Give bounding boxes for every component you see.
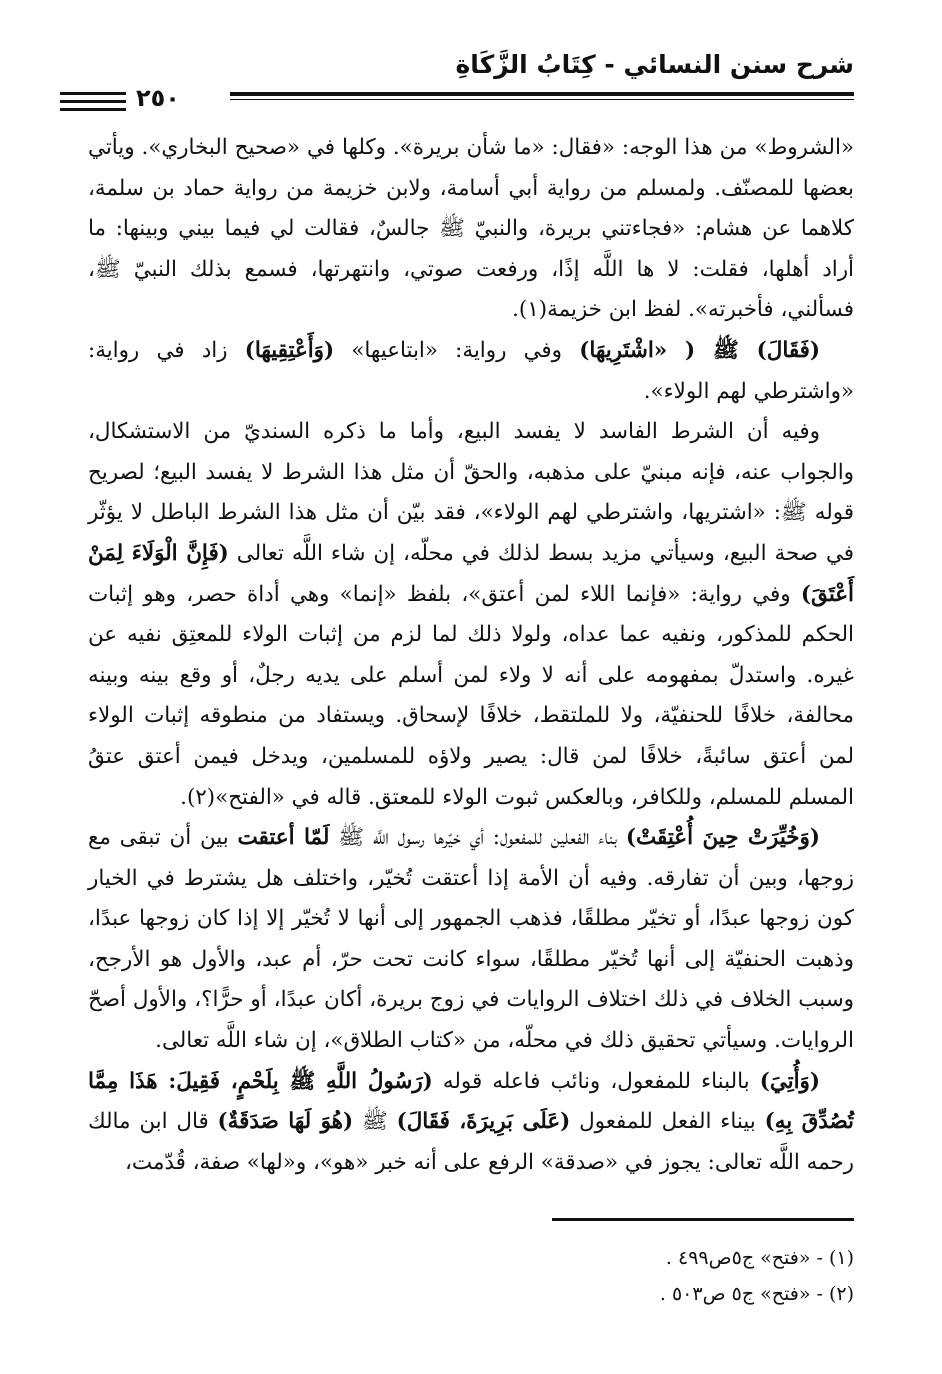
commentary-text: قال ابن مالك رحمه اللَّه تعالى: يجوز في «صدقة» الرفع على أنه خبر «هو»، و«لها» صفة، قُدّمت،: [88, 1109, 854, 1175]
footnotes: [88, 1240, 854, 1312]
footnote-separator: [552, 1218, 854, 1221]
quoted-phrase: (هُوَ لَهَا صَدَقَةٌ): [217, 1109, 354, 1135]
commentary-text: وفي رواية: «ابتاعيها»: [334, 337, 580, 363]
commentary-text: زاد في رواية: «واشترطي لهم الولاء».: [88, 337, 854, 404]
footnote-1: (١) - «فتح» ج٥ص٤٩٩ .: [665, 1247, 854, 1269]
commentary-text: بناء الفعلين للمفعول: أي خيّرها رسول اللَّه ﷺ: [329, 825, 626, 851]
quoted-phrase: (عَلَى بَرِيرَةَ، فَقَالَ): [396, 1109, 571, 1135]
page-number-block: [60, 82, 230, 116]
quoted-phrase: (وَأَعْتِقِيهَا): [244, 337, 335, 363]
page-number: ٢٥٠: [136, 84, 180, 112]
paragraph-5: [88, 1062, 854, 1184]
paragraph-3: [88, 412, 854, 818]
commentary-text: وفي رواية: «فإنما اللاء لمن أعتق»، بلفظ «إنما» وهي أداة حصر، وهو إثبات الحكم للمذكور، ونفيه عما عداه، ولولا ذلك لما لزم من إثبات الولاء للمعتِق نفيه عن غيره. واستدلّ بمفهومه على أنه لا ولاء لمن أسلم على يديه رجلٌ، أو وقع بينه وبينه محالفة، خلافًا للحنفيّة، ولا للملتقط، خلافًا لإسحاق. ويستفاد من منطوقه إثبات الولاء لمن أعتق سائبةً، خلافًا لمن قال: يصير ولاؤه للمسلمين، ويدخل فيمن أعتق عتقُ المسلم للمسلم، وللكافر، وبالعكس ثبوت الولاء للمعتق. قاله في «الفتح»(٢).: [88, 581, 854, 810]
running-title: شرح سنن النسائي - كِتَابُ الزَّكَاةِ: [455, 50, 854, 79]
quoted-phrase: لَمّا أعتقت: [237, 825, 330, 851]
body-text: [88, 128, 854, 1183]
page-number-ornament: [60, 92, 126, 116]
footnote-2: (٢) - «فتح» ج٥ ص٥٠٣ .: [659, 1283, 854, 1305]
commentary-text: وفيه أن الشرط الفاسد لا يفسد البيع، وأما ما ذكره السنديّ من الاستشكال، والجواب عنه، فإنه مبنيّ على مذهبه، والحقّ أن مثل هذا الشرط لا يفسد البيع؛ لصريح قوله ﷺ: «اشتريها، واشترطي لهم الولاء»، فقد بيّن أن مثل هذا الشرط الباطل لا يؤثّر في صحة البيع، وسيأتي مزيد بسط لذلك في محلّه، إن شاء اللَّه تعالى: [88, 419, 854, 566]
commentary-text: بيناء الفعل للمفعول: [570, 1109, 765, 1135]
quoted-phrase: (رَسُولُ اللَّهِ ﷺ بِلَحْمٍ، فَقِيلَ: هَذَا مِمَّا تُصُدِّقَ بِهِ): [88, 1068, 854, 1135]
commentary-text: بين أن تبقى مع زوجها، وبين أن تفارقه. وفيه أن الأمة إذا أعتقت تُخيّر، واختلف هل يشترط في الخيار كون زوجها عبدًا، أو تخيّر مطلقًا، فذهب الجمهور إلى أنها لا تُخيّر إلا إذا كان زوجها عبدًا، وذهبت الحنفيّة إلى أنها تُخيّر مطلقًا، سواء كانت تحت حرّ، أم عبد، والأول هو الأرجح، وسبب الخلاف في ذلك اختلاف الروايات في زوج بريرة، أكان عبدًا، أو حرًّا؟، والأول أصحّ الروايات. وسيأتي تحقيق ذلك في محلّه، من «كتاب الطلاق»، إن شاء اللَّه تعالى.: [88, 825, 854, 1054]
quoted-phrase: (فَقَالَ) ﷺ ( «اشْتَرِيهَا): [579, 337, 821, 363]
commentary-text: بالبناء للمفعول، ونائب فاعله قوله: [432, 1068, 760, 1094]
quoted-phrase: (وَأُتِيَ): [759, 1068, 821, 1094]
quoted-phrase: (فَإِنَّ الْوَلَاءَ لِمَنْ أَعْتَقَ): [88, 540, 854, 607]
commentary-text: ﷺ: [353, 1109, 397, 1135]
quoted-phrase: (وَخُيِّرَتْ حِينَ أُعْتِقَتْ): [625, 825, 820, 851]
paragraph-1: «الشروط» من هذا الوجه: «فقال: «ما شأن بريرة». وكلها في «صحيح البخاري». ويأتي بعضها للمصنّف. ولمسلم من رواية أبي أسامة، ولابن خزيمة من رواية حماد بن سلمة، كلاهما عن هشام: «فجاءتني بريرة، والنبيّ ﷺ جالسٌ، فقالت لي فيما بيني وبينها: ما أراد أهلها، فقلت: لا ها اللَّه إذًا، ورفعت صوتي، وانتهرتها، فسمع بذلك النبيّ ﷺ، فسألني، فأخبرته». لفظ ابن خزيمة(١).: [88, 135, 854, 323]
paragraph-2: [88, 331, 854, 412]
paragraph-4: [88, 818, 854, 1062]
